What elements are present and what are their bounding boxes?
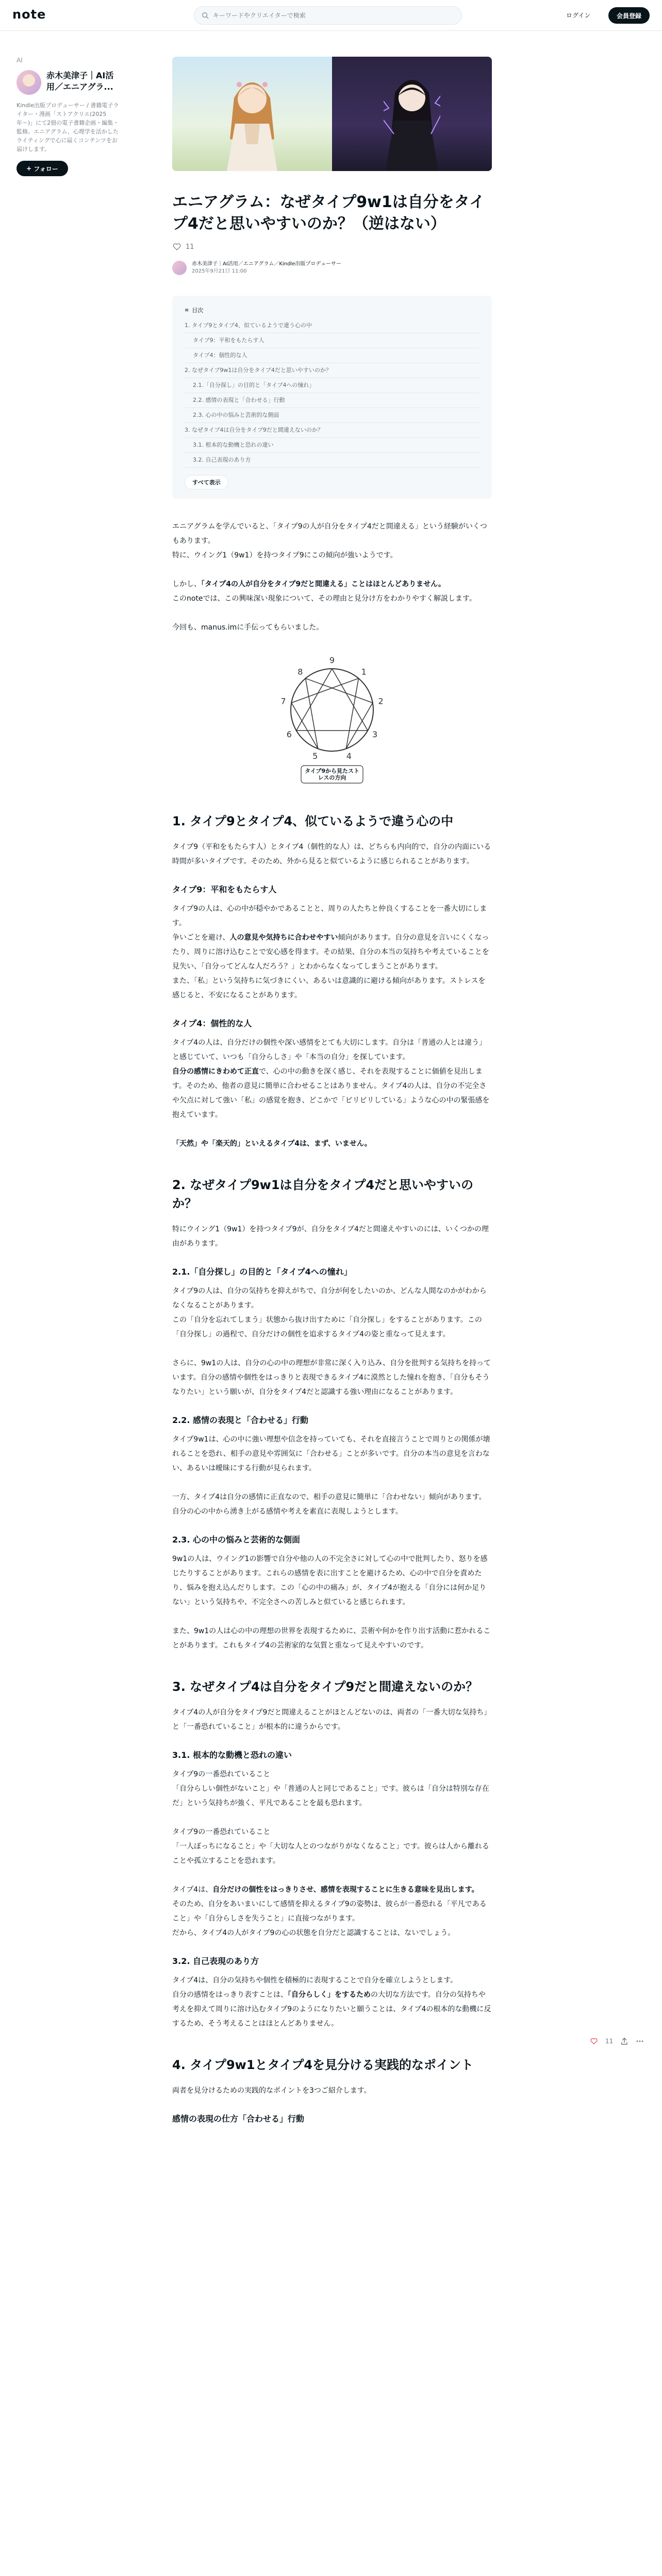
text: エニアグラムを学んでいると、「タイプ9の人が自分をタイプ4だと間違える」という経験がいくつもあります。 [172,522,487,545]
toc-item[interactable]: 2.3. 心の中の悩みと芸術的な側面 [185,408,479,423]
floating-like-count[interactable]: 11 [605,2038,614,2045]
more-icon[interactable] [636,2037,644,2045]
text: 特に、ウイング1（9w1）を持つタイプ9にこの傾向が強いようです。 [172,551,398,560]
section-heading: 4. タイプ9w1とタイプ4を見分ける実践的なポイント [172,2058,474,2072]
bold-text: 「タイプ4の人が自分をタイプ9だと間違える」ことはほとんどありません。 [201,580,445,588]
paragraph [172,620,492,635]
floating-actions [590,2037,644,2045]
enneagram-number-label: 7 [280,696,286,706]
enneagram-number-label: 4 [346,751,352,761]
like-row [172,242,492,251]
toc-item[interactable]: 1. タイプ9とタイプ4、似ているようで違う心の中 [185,318,479,333]
enneagram-number-label: 1 [361,667,367,677]
sidebar-author-name[interactable]: 赤木美津子｜AI活用／エニアグラ... [46,71,114,92]
login-link[interactable]: ログイン [566,12,591,19]
text: タイプ4は、 [172,1886,213,1894]
bold-text: 人の意見や気持ちに合わせやすい [229,934,338,942]
meta-date: 2025年9月21日 11:00 [192,268,247,274]
meta-avatar[interactable] [172,261,187,275]
author-sidebar [16,57,120,176]
text: の大切な方法です。自分の気持ちや考えを抑えて周りに溶け込むタイプ9のようになりたいと願うことは、タイプ4の根本的な動機に反するため、そう考えることはほとんどありません。 [172,1991,491,2028]
subsection-heading: 2.1.「自分探し」の目的と「タイプ4への憧れ」 [172,1267,352,1277]
text: タイプ4の人は、自分だけの個性や深い感情をとても大切にします。自分は「普通の人とは違う」と感じていて、いつも「自分らしさ」や「本当の自分」を探しています。 [172,1039,487,1061]
hero-image [172,57,492,171]
subsection-heading: タイプ4：個性的な人 [172,1019,252,1028]
paragraph: さらに、9w1の人は、自分の心の中の理想が非常に深く入り込み、自分を批判する気持ちを持っています。自分の感情や個性をはっきりと表現できるタイプ4に漠然とした憧れを抱き、「自分もそうなりたい」という願いが、自分をタイプ4だと認識する強い理由になることがあります。 [172,1359,491,1396]
text: タイプ9の一番恐れていること [172,1828,271,1836]
text: この「自分を忘れてしまう」状態から抜け出すために「自分探し」をすることがあります。この「自分探し」の過程で、自分だけの個性を追求するタイプ4の姿と重なって見えます。 [172,1316,482,1338]
paragraph [172,519,492,563]
section-heading: 2. なぜタイプ9w1は自分をタイプ4だと思いやすいのか？ [172,1178,474,1211]
text: タイプ4は、自分の気持ちや個性を積極的に表現することで自分を確立しようとします。 [172,1976,458,1985]
subsection-heading: 2.2. 感情の表現と「合わせる」行動 [172,1415,308,1425]
text: 「自分らしい個性がないこと」や「普通の人と同じであること」です。彼らは「自分は特別な存在だ」という気持ちが強く、平凡であることを最も恐れます。 [172,1785,489,1807]
plus-icon: + [26,165,32,172]
bold-text: 自分だけの個性をはっきりさせ、感情を表現することに生きる意味を見出します。 [212,1886,479,1894]
text: だから、タイプ4の人がタイプ9の心の状態を自分だと認識することは、ないでしょう。 [172,1929,455,1937]
note-logo[interactable]: note [12,7,46,22]
text: しかし、 [172,580,201,588]
paragraph [172,1767,492,1810]
enneagram-number-label: 3 [372,730,378,739]
bold-text: 「自分らしく」をするため [288,1991,371,1999]
subsection-heading: タイプ9：平和をもたらす人 [172,885,277,894]
search-input[interactable] [213,12,440,19]
signup-button[interactable]: 会員登録 [608,7,650,24]
text: タイプ9の一番恐れていること [172,1770,271,1778]
avatar[interactable] [16,70,41,95]
article-main [172,57,492,2131]
text: 争いごとを避け、 [172,934,230,942]
toc-item[interactable]: 2. なぜタイプ9w1は自分をタイプ4だと思いやすいのか？ [185,363,479,378]
paragraph: 両者を見分けるための実践的なポイントを3つご紹介します。 [172,2087,371,2095]
subsection-heading: 3.2. 自己表現のあり方 [172,1956,259,1966]
enneagram-number-label: 6 [286,730,292,739]
figure-caption: タイプ9から見たストレスの方向 [304,768,360,781]
meta-author[interactable]: 赤木美津子｜AI活用／エニアグラム／Kindle出版プロデューサー [192,261,342,267]
share-icon[interactable] [620,2037,628,2045]
paragraph [172,902,492,1003]
section-heading: 3. なぜタイプ4は自分をタイプ9だと間違えないのか？ [172,1680,478,1694]
like-count[interactable]: 11 [186,243,194,251]
follow-label: フォロー [34,165,58,173]
article-meta [172,261,492,275]
subsection-heading: 感情の表現の仕方「合わせる」行動 [172,2114,305,2124]
toc-list [185,318,479,468]
sidebar-author-description: Kindle出版プロデューサー / 書籍電子ライター・漫画「ストアクリエ(2025年〜)」にて2冊の電子書籍企画・編集・監修。エニアグラム、心理学を活かしたライティングで心に届くコンテンツをお届けします。 [16,102,119,152]
paragraph: また、9w1の人は心の中の理想の世界を表現するために、芸術や何かを作り出す活動に惹かれることがあります。これもタイプ4の芸術家的な気質と重なって見えやすいのです。 [172,1627,491,1650]
search-bar[interactable] [194,6,462,25]
paragraph [172,1825,492,1868]
paragraph [172,1883,492,1940]
article-body [172,519,492,2126]
subsection-heading: 3.1. 根本的な動機と恐れの違い [172,1750,292,1760]
paragraph: 一方、タイプ4は自分の感情に正直なので、相手の意見に簡単に「合わせない」傾向があります。自分の心の中から湧き上がる感情や考えを素直に表現しようとします。 [172,1493,486,1516]
text: タイプ9の人は、自分の気持ちを抑えがちで、自分が何をしたいのか、どんな人間なのかがわからなくなることがあります。 [172,1287,487,1310]
toc-title: 目次 [192,307,204,314]
sidebar-label: AI [16,57,23,64]
enneagram-number-label: 2 [378,696,384,706]
paragraph [172,1284,492,1342]
enneagram-number-label: 5 [312,751,318,761]
dark-girl-illustration-icon [384,67,440,171]
text: このnoteでは、この興味深い現象について、その理由と見分け方をわかりやすく解説します。 [172,595,476,603]
toc-item[interactable]: 3.1. 根本的な動機と恐れの違い [185,438,479,453]
follow-button[interactable] [16,161,68,176]
toc-show-all-button[interactable]: すべて表示 [185,475,228,489]
enneagram-number-label: 9 [329,655,335,665]
paragraph [172,1973,492,2031]
text: タイプ9の人は、心の中が穏やかであることと、周りの人たちと仲良くすることを一番大切にします。 [172,905,487,927]
text: で、心の中の動きを深く感じ、それを表現することに価値を見出します。そのため、他者の意見に簡単に合わせることはありません。タイプ4の人は、自分の不完全さや欠点に対して強い「私」の感覚を抱き、どこかで「ピリピリしている」ような心の中の緊張感を抱えています。 [172,1067,490,1119]
text: 今回も、manus.imに手伝ってもらいました。 [172,623,324,632]
text: 「一人ぼっちになること」や「大切な人とのつながりがなくなること」です。彼らは人から離れることや孤立することを恐れます。 [172,1842,489,1865]
article-title: エニアグラム：なぜタイプ9w1は自分をタイプ4だと思いやすいのか？（逆はない） [172,193,485,233]
bold-text: 自分の感情にきわめて正直 [172,1067,259,1076]
hero-right-illustration [332,57,492,171]
enneagram-diagram [270,653,394,787]
text: そのため、自分をあいまいにして感情を抑えるタイプ9の姿勢は、彼らが一番恐れる「平凡であること」や「自分らしさを失うこと」に直接つながります。 [172,1900,487,1923]
bold-text: 「天然」や「楽天的」といえるタイプ4は、まず、いません。 [172,1140,372,1148]
toc-item[interactable]: 2.2. 感情の表現と「合わせる」行動 [185,393,479,408]
toc-item[interactable]: 3. なぜタイプ4は自分をタイプ9だと間違えないのか？ [185,423,479,438]
meta-text [192,261,341,275]
search-icon [202,12,209,19]
paragraph [172,577,492,606]
hero-left-illustration [172,57,332,171]
paragraph [172,1137,492,1151]
heart-icon[interactable] [590,2037,598,2045]
text: 自分の感情をはっきり表すことは、 [172,1991,288,1999]
toc-item[interactable]: タイプ4：個性的な人 [185,348,479,363]
paragraph: 特にウイング1（9w1）を持つタイプ9が、自分をタイプ4だと間違えやすいのには、いくつかの理由があります。 [172,1225,489,1248]
paragraph: 9w1の人は、ウイング1の影響で自分や他の人の不完全さに対して心の中で批判したり、怒りを感じたりすることがあります。これらの感情を表に出すことを避けるため、心の中で自分を責めたり、悩みを抱え込んだりします。この「心の中の痛み」が、タイプ4が抱える「自分には何か足りない」という気持ちや、不完全さへの苦しみと似ていると感じられます。 [172,1555,488,1606]
list-icon: ≡ [185,307,189,313]
paragraph: タイプ9（平和をもたらす人）とタイプ4（個性的な人）は、どちらも内向的で、自分の内面にいる時間が多いタイプです。そのため、外から見ると似ているように感じられることがあります。 [172,843,491,866]
text: また、「私」という気持ちに気づきにくい、あるいは意識的に避ける傾向があります。ストレスを感じると、不安になることがあります。 [172,977,486,999]
text: 傾向があります。自分の意見を言いにくくなったり、周りに溶け込むことで安心感を得ます。その結果、自分の本当の気持ちや考えていることを見失い、「自分ってどんな人だろう？」とわからなくなってしまうことがあります。 [172,934,489,971]
paragraph: タイプ4の人が自分をタイプ9だと間違えることがほとんどないのは、両者の「一番大切な気持ち」と「一番恐れていること」が根本的に違うからです。 [172,1708,491,1731]
toc-item[interactable]: 3.2. 自己表現のあり方 [185,453,479,468]
table-of-contents [172,296,492,499]
heart-icon[interactable] [172,242,181,251]
enneagram-figure [270,653,394,787]
girl-illustration-icon [224,67,280,171]
top-header [0,0,662,31]
toc-item[interactable]: 2.1.「自分探し」の目的と「タイプ4への憧れ」 [185,378,479,393]
paragraph: タイプ9w1は、心の中に強い理想や信念を持っていても、それを直接言うことで周りとの関係が壊れることを恐れ、相手の意見や雰囲気に「合わせる」ことが多いです。自分の本当の意見を言わない、あるいは曖昧にする行動が見られます。 [172,1435,490,1472]
paragraph [172,1036,492,1122]
subsection-heading: 2.3. 心の中の悩みと芸術的な側面 [172,1535,300,1545]
enneagram-number-label: 8 [297,667,303,677]
toc-item[interactable]: タイプ9：平和をもたらす人 [185,333,479,348]
toc-header [185,306,479,314]
sidebar-author[interactable] [16,70,120,95]
section-heading: 1. タイプ9とタイプ4、似ているようで違う心の中 [172,814,454,828]
